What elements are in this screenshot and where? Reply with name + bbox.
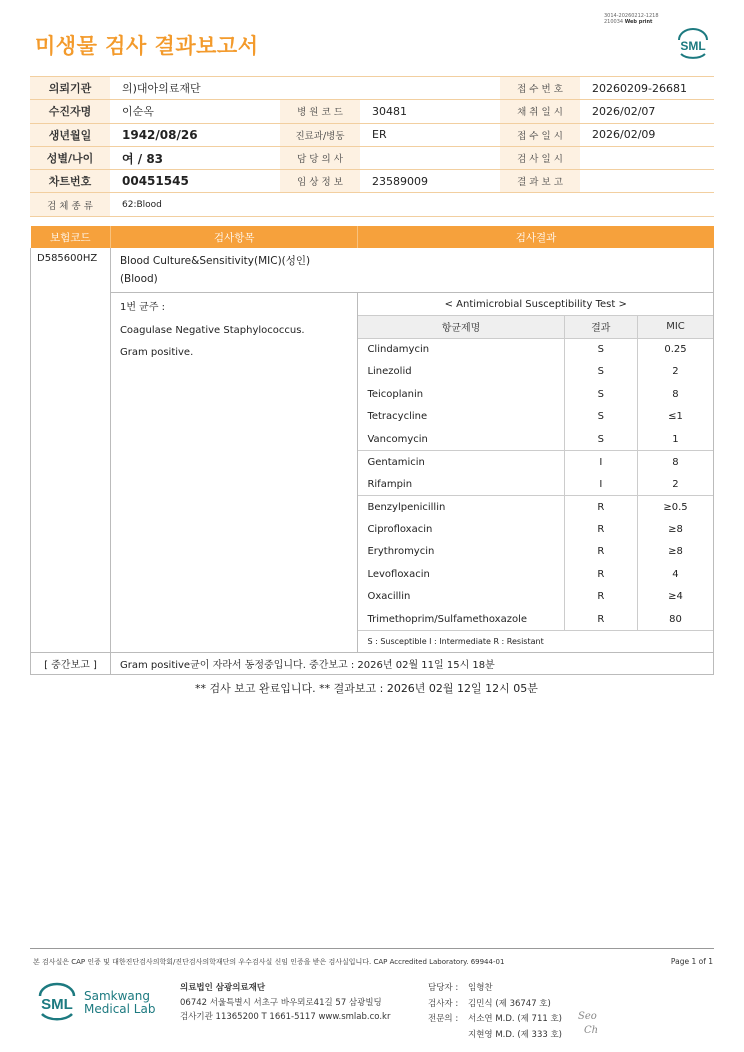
- birth-value: 1942/08/26: [110, 123, 280, 146]
- patient-info-table: [30, 76, 714, 217]
- print-info-id: 3014-20260212-1218: [604, 13, 659, 19]
- ast-result: R: [564, 586, 637, 609]
- page-number: Page 1 of 1: [670, 957, 713, 966]
- signature: [578, 1010, 598, 1038]
- ast-mic: ≥8: [637, 518, 713, 541]
- print-info-label: Web print: [624, 19, 653, 25]
- cert-note: 본 검사실은 CAP 인증 및 대한진단검사의학회/진단검사의학재단의 우수검사실 신임 인증을 받은 검사실입니다. CAP Accredited Laboratory. 69944-01: [33, 958, 505, 966]
- manager-label: 담당자 :: [428, 983, 459, 993]
- result-report-value: [580, 170, 714, 193]
- ast-mic: 0.25: [637, 338, 713, 361]
- ast-rows: [358, 338, 713, 631]
- doctor-value: [360, 146, 500, 169]
- svg-text:SML: SML: [680, 39, 706, 53]
- ast-row: [358, 518, 713, 541]
- requester-value: 의)대아의료재단: [110, 77, 500, 100]
- ast-drug: Rifampin: [367, 478, 413, 490]
- tester-label: 검사자 :: [428, 998, 459, 1009]
- ast-result: I: [564, 473, 637, 496]
- ast-drug: Levofloxacin: [367, 568, 430, 580]
- ast-mic: 2: [637, 473, 713, 496]
- ast-result: S: [564, 361, 637, 384]
- ast-drug: Tetracycline: [367, 411, 428, 423]
- receipt-date-value: 2026/02/09: [580, 123, 714, 146]
- collect-date-label: 채 취 일 시: [500, 100, 580, 123]
- ast-row: [358, 586, 713, 609]
- print-info-code: 210034: [604, 19, 624, 25]
- results-table: [30, 226, 714, 675]
- ast-result: S: [564, 406, 637, 429]
- name-value: 이순옥: [110, 100, 280, 123]
- col-test-item: 검사항목: [110, 226, 358, 248]
- ast-mic: ≥8: [637, 541, 713, 564]
- ast-row: [358, 473, 713, 496]
- ast-mic: 4: [637, 563, 713, 586]
- ast-table: [358, 293, 713, 652]
- ast-result: I: [564, 451, 637, 474]
- birth-label: 생년월일: [30, 123, 110, 146]
- svg-text:SML: SML: [41, 996, 73, 1013]
- ast-row: [358, 406, 713, 429]
- ast-drug: Benzylpenicillin: [358, 496, 564, 519]
- ast-mic: ≥0.5: [637, 496, 713, 519]
- test-date-label: 검 사 일 시: [500, 146, 580, 169]
- dept-value: ER: [360, 123, 500, 146]
- ast-row: [358, 383, 713, 406]
- ast-mic: 1: [637, 428, 713, 451]
- chart-value: 00451545: [110, 170, 280, 193]
- ast-col-mic: MIC: [637, 316, 713, 339]
- hospital-code-label: 병 원 코 드: [280, 100, 360, 123]
- ast-mic: ≤1: [637, 406, 713, 429]
- clinical-label: 임 상 정 보: [280, 170, 360, 193]
- ast-result: R: [564, 563, 637, 586]
- ast-row: [358, 541, 713, 564]
- test-item-cell: [110, 248, 713, 293]
- ast-cell: [358, 293, 714, 653]
- report-title: 미생물 검사 결과보고서: [35, 34, 259, 58]
- ast-drug: Vancomycin: [367, 433, 428, 445]
- org-address: 06742 서울특별시 서초구 바우뫼로41길 57 삼광빌딩: [180, 997, 382, 1008]
- name-label: 수진자명: [30, 100, 110, 123]
- ast-mic: 2: [637, 361, 713, 384]
- ast-row: [358, 608, 713, 631]
- ast-result: S: [564, 383, 637, 406]
- insurance-code: D585600HZ: [31, 248, 111, 652]
- ast-row: [358, 451, 713, 474]
- ast-drug: Clindamycin: [367, 344, 430, 355]
- ast-result: S: [564, 338, 637, 361]
- ast-col-drug: 항균제명: [358, 316, 564, 339]
- final-report-note: ** 검사 보고 완료입니다. ** 결과보고 : 2026년 02월 12일 12시 05분: [195, 682, 538, 695]
- sml-brand-logo-icon: [36, 980, 78, 1026]
- receipt-date-label: 접 수 일 시: [500, 123, 580, 146]
- signature-2: Ch: [584, 1025, 599, 1036]
- dept-label: 진료과/병동: [280, 123, 360, 146]
- ast-drug: Trimethoprim/Sulfamethoxazole: [367, 613, 528, 625]
- ast-row: [358, 496, 713, 519]
- specimen-label: 검 체 종 류: [30, 193, 110, 216]
- ast-row: [358, 338, 713, 361]
- specialist2-name: 지현영 M.D. (제 333 호): [468, 1029, 563, 1040]
- sexage-label: 성별/나이: [30, 146, 110, 169]
- interim-text: Gram positive균이 자라서 동정중입니다. 중간보고 : 2026년 02월 11일 15시 18분: [110, 652, 713, 674]
- sexage-value: 여 / 83: [110, 146, 280, 169]
- ast-result: R: [564, 496, 637, 519]
- sml-logo-icon: [674, 26, 712, 62]
- requester-label: 의뢰기관: [30, 77, 110, 100]
- specialist1-name: 서소연 M.D. (제 711 호): [468, 1014, 563, 1024]
- brand-line1: Samkwang: [84, 989, 150, 1003]
- ast-result: R: [564, 608, 637, 631]
- ast-drug: Gentamicin: [358, 451, 564, 474]
- ast-mic: 80: [637, 608, 713, 631]
- ast-result: R: [564, 541, 637, 564]
- chart-label: 차트번호: [30, 170, 110, 193]
- ast-mic: 8: [637, 383, 713, 406]
- org-name: 의료법인 삼광의료재단: [180, 983, 266, 993]
- organism-label: 1번 균주 :: [119, 302, 166, 313]
- signers: [428, 981, 562, 1043]
- test-item-specimen: (Blood): [119, 273, 158, 285]
- col-test-result: 검사결과: [358, 226, 714, 248]
- ast-mic: 8: [637, 451, 713, 474]
- ast-title: < Antimicrobial Susceptibility Test >: [358, 293, 713, 316]
- footer-divider: [30, 948, 714, 949]
- tester-name: 김민식 (제 36747 호): [468, 998, 551, 1009]
- brand-line2: Medical Lab: [84, 1002, 156, 1016]
- ast-legend: S : Susceptible I : Intermediate R : Resistant: [358, 631, 713, 652]
- collect-date-value: 2026/02/07: [580, 100, 714, 123]
- ast-result: R: [564, 518, 637, 541]
- ast-drug: Teicoplanin: [367, 388, 424, 400]
- ast-row: [358, 361, 713, 384]
- organism-name: Coagulase Negative Staphylococcus.: [119, 324, 305, 336]
- ast-drug: Ciprofloxacin: [367, 523, 433, 535]
- organism-cell: [110, 293, 358, 653]
- interim-label: [ 중간보고 ]: [31, 652, 111, 674]
- ast-drug: Erythromycin: [367, 546, 435, 558]
- hospital-code-value: 30481: [360, 100, 500, 123]
- gram-stain: Gram positive.: [119, 347, 194, 358]
- ast-mic: ≥4: [637, 586, 713, 609]
- signature-1: Seo: [578, 1011, 597, 1022]
- doctor-label: 담 당 의 사: [280, 146, 360, 169]
- clinical-value: 23589009: [360, 170, 500, 193]
- ast-result: S: [564, 428, 637, 451]
- col-insurance-code: 보험코드: [31, 226, 111, 248]
- specialist-label: 전문의 :: [428, 1014, 459, 1024]
- receipt-no-label: 접 수 번 호: [500, 77, 580, 100]
- receipt-no-value: 20260209-26681: [580, 77, 714, 100]
- ast-drug: Linezolid: [367, 366, 412, 378]
- org-contact: 검사기관 11365200 T 1661-5117 www.smlab.co.kr: [180, 1012, 391, 1022]
- test-item-name: Blood Culture&Sensitivity(MIC)(성인): [119, 255, 311, 267]
- ast-row: [358, 563, 713, 586]
- org-info: [180, 981, 390, 1025]
- ast-col-result: 결과: [564, 316, 637, 339]
- result-report-label: 결 과 보 고: [500, 170, 580, 193]
- brand-block: [36, 980, 155, 1026]
- ast-row: [358, 428, 713, 451]
- test-date-value: [580, 146, 714, 169]
- specimen-value: 62:Blood: [110, 193, 714, 216]
- manager-name: 임형찬: [468, 983, 493, 993]
- print-info: [604, 13, 659, 25]
- ast-drug: Oxacillin: [367, 591, 411, 603]
